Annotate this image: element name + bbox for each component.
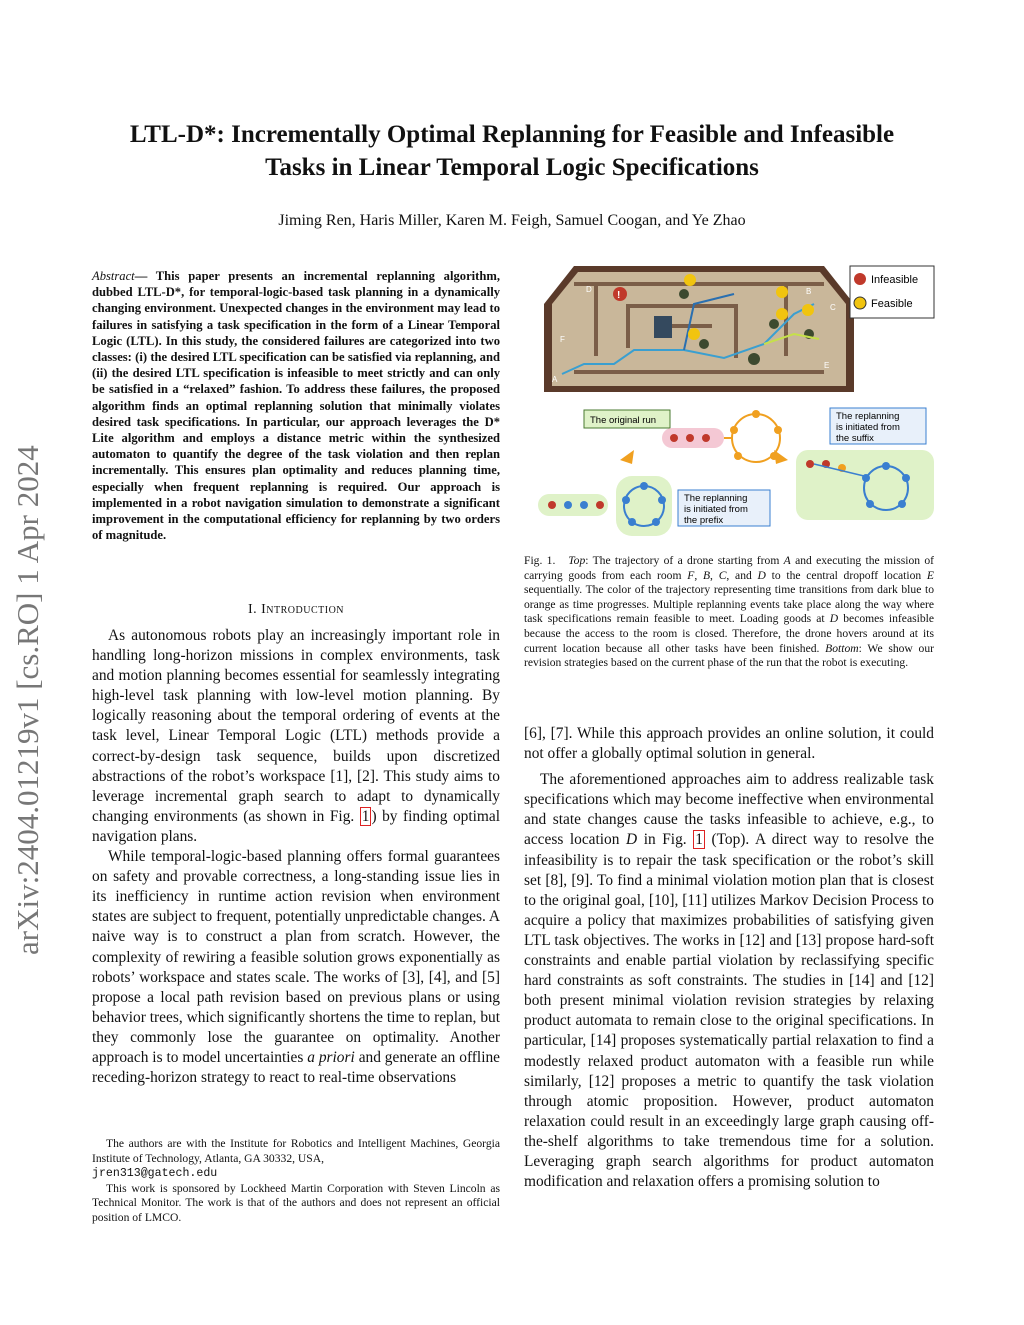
figure-caption: Fig. 1. Top: The trajectory of a drone starting from A and executing the mission of carrying goods from each room F, B, C, and D to the central dropoff location E sequentially. The color of the trajectory representing time transitions from dark blue to orange as time progresses. Multiple replanning events take place along the way where task specifications remain feasible to meet. Loading goods at D becomes infeasible because the access to the room is closed. Therefore, the drone hovers around at its current location because all other tasks have been finished. Bottom: We show our revision strategies based on the current phase of the run that the robot is executing. [524, 554, 935, 670]
prefix-replanning-diagram [538, 450, 788, 536]
infeasible-icon [854, 273, 866, 285]
intro-right-column [524, 724, 934, 1192]
room-c-label: C [830, 303, 836, 312]
room-e-label: E [824, 361, 830, 370]
title-line-1: LTL-D*: Incrementally Optimal Replanning for Feasible and Infeasible [129, 121, 895, 148]
callout-suffix-line-3: the suffix [836, 433, 874, 444]
right-paragraph-0: [6], [7]. While this approach provides an online solution, it could not offer a globally optimal solution in general. [524, 725, 934, 763]
room-f-label: F [560, 335, 565, 344]
fig-1-link[interactable]: 1 [361, 807, 370, 825]
callout-prefix-line-3: the prefix [684, 515, 724, 526]
room-a-label: A [552, 375, 558, 384]
title-line-2: Tasks in Linear Temporal Logic Specifications [265, 154, 759, 181]
callout-prefix-line-2: is initiated from [684, 504, 748, 515]
figure-1 [534, 264, 936, 542]
arrow-icon [620, 450, 634, 464]
room-d-label: D [586, 285, 592, 294]
feasible-marker [684, 274, 696, 286]
abstract-text: This paper presents an incremental replanning algorithm, dubbed LTL-D*, for temporal-logic-based task planning in a dynamically changing environment. Unexpected changes in the environment may lead to failures in satisfying a task specification in the form of a Linear Temporal Logic (LTL). In this study, the considered failures are categorized into two classes: (i) the desired LTL specification can be satisfied via replanning, and (ii) the desired LTL specification is infeasible to meet strictly and can only be satisfied in a “relaxed” fashion. To address these failures, the proposed algorithm finds an optimal replanning solution that minimally violates desired task specifications. In particular, our approach leverages the D* Lite algorithm and employs a distance metric within the synthesized automaton to quantify the degree of the task violation and then replan incrementally. This ensures plan optimality and reduces planning time, especially when frequent replanning is required. Our approach is implemented in a robot navigation simulation to demonstrate a significant improvement in the computational efficiency for replanning by two orders of magnitude. [92, 269, 501, 543]
feasible-marker [776, 308, 788, 320]
abstract-dash: — [134, 269, 148, 283]
svg-text:!: ! [617, 290, 621, 301]
fig-1-link[interactable]: 1 [695, 831, 703, 849]
callout-prefix-line-1: The replanning [684, 493, 748, 504]
feasible-marker [688, 328, 700, 340]
maze-board [544, 266, 854, 392]
arxiv-watermark: arXiv:2404.01219v1 [cs.RO] 1 Apr 2024 [10, 445, 45, 955]
intro-paragraph-2: While temporal-logic-based planning offers formal guarantees on safety and provable correctness, a long-standing issue lies in its inefficiency in runtime action revision when environment states are subject to frequent, potentially unpredictable changes. A naive way is to construct a plan from scratch. However, the complexity of rewiring a feasible solution grows exponentially as robots’ workspace and states scale. The works of [3], [4], and [5] propose a local path revision based on previous plans or using behavior trees, which significantly shortens the time to replan, but they commonly lose the guarantee on optimality. Another approach is to model uncertainties a priori and generate an offline receding-horizon strategy to react to real-time observations [92, 848, 500, 1087]
feasible-icon [854, 297, 866, 309]
original-run-diagram [584, 410, 782, 462]
figure-legend [850, 266, 934, 318]
right-paragraph-1: The aforementioned approaches aim to address realizable task specifications which may become ineffective when environmental and state changes cause the tasks infeasible to achieve, e.g., to access location D in Fig. 1 (Top). A direct way to resolve the infeasibility is to repair the task specification or the robot’s skill set [8], [9]. To find a minimal violation motion plan that is closest to the original goal, [10], [11] utilizes Markov Decision Process to acquire a policy that maximizes probabilities of satisfying given LTL task objectives. The works in [12] and [13] propose hard-soft constraints and enable partial violation by reclassifying specific hard constraints as soft constraints. The studies in [14] and [12] both present minimal violation revision strategies by relaxing product automata to remain close to the original specifications. In particular, [14] proposes systematically partial relaxation to find a modestly relaxed product automaton with a feasible run while similarly, [12] proposes a metric to quantify the task violation through atomic proposition. However, product automaton relaxation could result in an exceedingly large graph causing off-the-shelf algorithms to take tremendous time for a solution. Leveraging graph search algorithms for product automaton modification and relaxation offers a promising solution to [524, 771, 934, 1191]
paper-title [60, 118, 964, 184]
callout-original-run: The original run [590, 415, 657, 426]
author-email[interactable]: jren313@gatech.edu [92, 1167, 218, 1181]
legend-infeasible: Infeasible [871, 274, 919, 286]
footnote: The authors are with the Institute for Robotics and Intelligent Machines, Georgia Institute of Technology, Atlanta, GA 30332, USA, jren313@gatech.edu This work is sponsored by Lockheed Martin Corporation with Steven Lincoln as Technical Monitor. The work is that of the authors and does not represent an official position of LMCO. [92, 1137, 500, 1224]
legend-feasible: Feasible [871, 298, 913, 310]
arrow-icon [774, 450, 788, 464]
room-b-label: B [806, 287, 812, 296]
abstract [92, 268, 500, 543]
author-list: Jiming Ren, Haris Miller, Karen M. Feigh, Samuel Coogan, and Ye Zhao [278, 212, 746, 229]
callout-suffix-line-2: is initiated from [836, 422, 900, 433]
suffix-replanning-diagram [796, 408, 934, 520]
section-heading: I. Introduction [247, 602, 345, 617]
intro-left-column [92, 626, 500, 1088]
feasible-marker [776, 286, 788, 298]
intro-paragraph-1: As autonomous robots play an increasingly important role in handling long-horizon missions in complex environments, task and motion planning becomes essential for seamlessly integrating high-level task planning with low-level motion planning. By logically reasoning about the temporal ordering of events at the task level, Linear Temporal Logic (LTL) methods provide a correct-by-design task sequence, builds upon discretized abstractions of the robot’s workspace [1], [2]. This study aims to leverage incremental graph search to adapt to dynamically changing environments (as shown in Fig. 1 ) by finding optimal navigation plans. [92, 627, 500, 845]
abstract-label: Abstract [92, 269, 135, 283]
callout-suffix-line-1: The replanning [836, 411, 900, 422]
feasible-marker [802, 304, 814, 316]
